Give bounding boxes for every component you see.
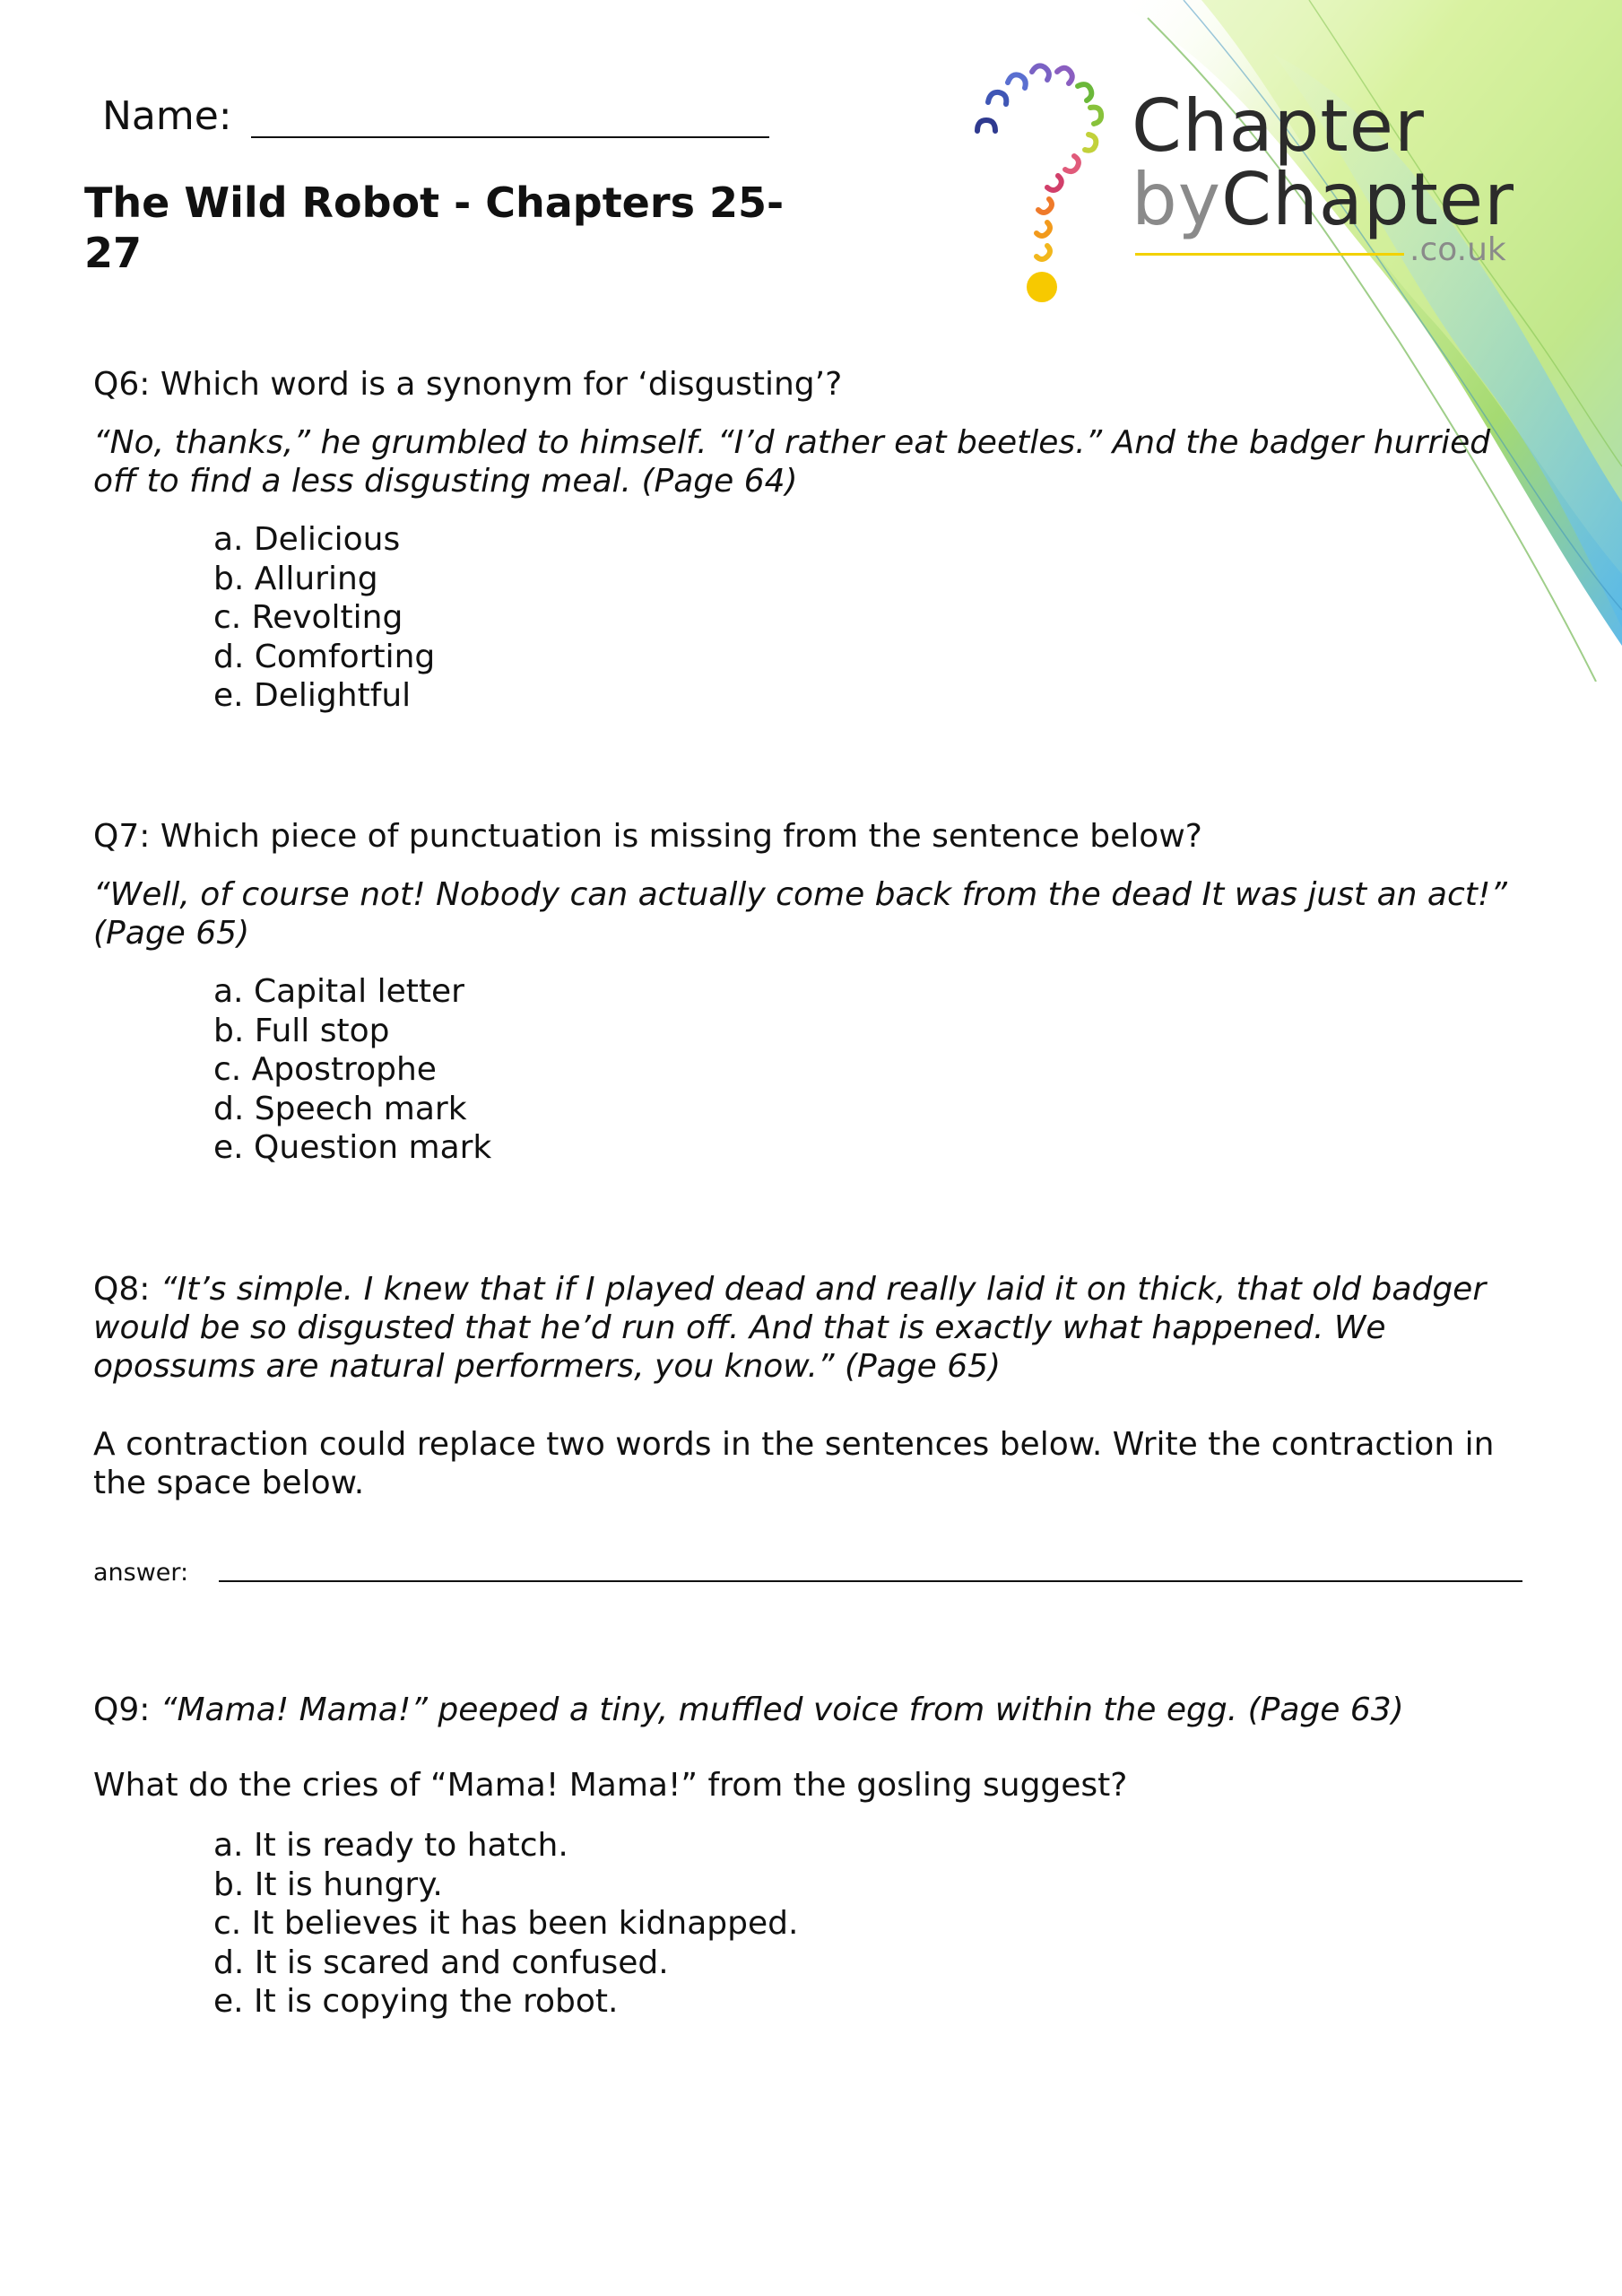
- logo-question-mark-icon: [965, 50, 1126, 310]
- logo-word-bychapter: [1132, 160, 1514, 240]
- q6-option-e[interactable]: e. Delightful: [213, 677, 412, 714]
- q6-option-d[interactable]: d. Comforting: [213, 638, 436, 675]
- q7-option-e[interactable]: e. Question mark: [213, 1129, 492, 1166]
- q6-option-c[interactable]: c. Revolting: [213, 599, 403, 636]
- logo-domain: .co.uk: [1409, 231, 1506, 268]
- q7-option-b[interactable]: b. Full stop: [213, 1012, 390, 1049]
- q6-option-b[interactable]: b. Alluring: [213, 560, 378, 597]
- q9-options: [213, 1826, 798, 2022]
- page-title: The Wild Robot - Chapters 25-27: [84, 178, 785, 277]
- name-label: Name:: [102, 93, 232, 139]
- q8-text: [93, 1270, 1528, 1386]
- name-input-line[interactable]: [251, 136, 769, 138]
- q6-options: [213, 520, 435, 716]
- q9-label: Q9:: [93, 1692, 151, 1728]
- q7-option-c[interactable]: c. Apostrophe: [213, 1051, 437, 1088]
- q6-quote: “No, thanks,” he grumbled to himself. “I’d rather eat beetles.” And the badger hurried off to find a less disgusting meal. (Page 64): [93, 424, 1491, 500]
- q7-option-a[interactable]: a. Capital letter: [213, 973, 464, 1010]
- q7-prompt: Q7: Which piece of punctuation is missing from the sentence below?: [93, 818, 1202, 855]
- q9-option-b[interactable]: b. It is hungry.: [213, 1866, 443, 1903]
- q8-answer-line[interactable]: [219, 1580, 1522, 1582]
- q7-option-d[interactable]: d. Speech mark: [213, 1090, 467, 1127]
- q8-instruction: A contraction could replace two words in the sentences below. Write the contraction in the space below.: [93, 1426, 1495, 1501]
- q9-quote: “Mama! Mama!” peeped a tiny, muffled voice from within the egg. (Page 63): [160, 1692, 1404, 1728]
- q9-option-d[interactable]: d. It is scared and confused.: [213, 1944, 669, 1981]
- q7-quote: “Well, of course not! Nobody can actually come back from the dead It was just an act!” (Page 65): [93, 876, 1507, 952]
- q6-prompt: Q6: Which word is a synonym for ‘disgusting’?: [93, 366, 843, 403]
- logo-underline: [1135, 253, 1404, 256]
- q9-option-c[interactable]: c. It believes it has been kidnapped.: [213, 1905, 799, 1942]
- q9-text: [93, 1691, 1528, 1729]
- q9-option-a[interactable]: a. It is ready to hatch.: [213, 1827, 568, 1864]
- q8-answer-label: answer:: [93, 1559, 189, 1587]
- q7-options: [213, 972, 491, 1168]
- logo-word-chapter: Chapter: [1132, 84, 1425, 168]
- logo-word-chapter-2: Chapter: [1221, 158, 1514, 241]
- q8-label: Q8:: [93, 1271, 151, 1308]
- q6-option-a[interactable]: a. Delicious: [213, 521, 401, 558]
- q8-quote: “It’s simple. I knew that if I played dead and really laid it on thick, that old badger would be so disgusted that he’d run off. And that is exactly what happened. We opossums are natural performers, you know.” (Page 65): [93, 1271, 1487, 1385]
- q9-prompt: What do the cries of “Mama! Mama!” from the gosling suggest?: [93, 1767, 1128, 1804]
- q9-option-e[interactable]: e. It is copying the robot.: [213, 1983, 619, 2020]
- logo-word-by: by: [1132, 158, 1222, 241]
